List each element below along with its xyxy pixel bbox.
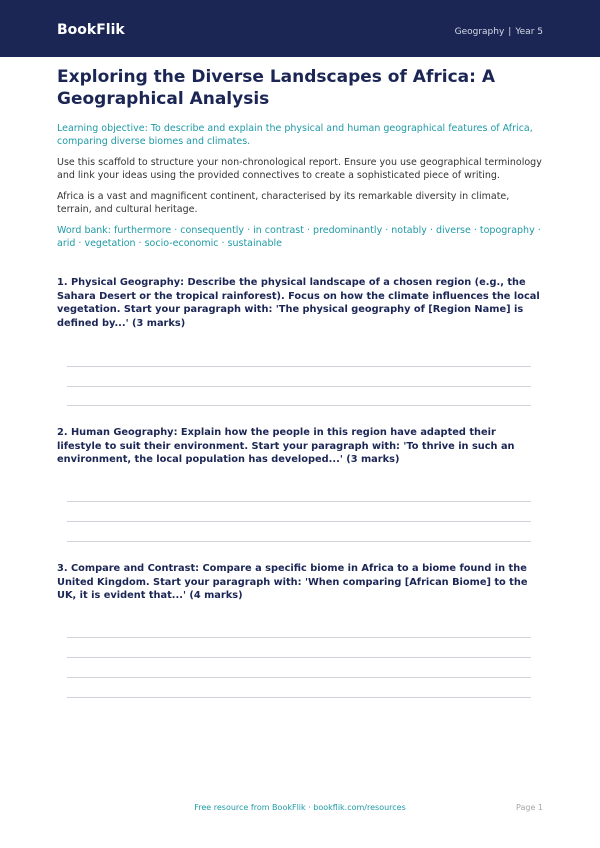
- answer-line[interactable]: [67, 541, 531, 542]
- answer-line[interactable]: [67, 697, 531, 698]
- question-2: 2. Human Geography: Explain how the people in this region have adapted their lifestyle to suit their environment. Start your paragraph with: 'To thrive in such an environment, the local population has developed...' (3 marks): [57, 427, 515, 465]
- answer-line[interactable]: [67, 657, 531, 658]
- answer-line[interactable]: [67, 637, 531, 638]
- answer-line[interactable]: [67, 366, 531, 367]
- answer-line[interactable]: [67, 405, 531, 406]
- question-3: 3. Compare and Contrast: Compare a specific biome in Africa to a biome found in the United Kingdom. Start your paragraph with: 'When comparing [African Biome] to the UK, it is evident that...' (4 marks): [57, 563, 528, 601]
- footer-link[interactable]: Free resource from BookFlik · bookflik.com/resources: [194, 803, 406, 812]
- word-bank: Word bank: furthermore · consequently · in contrast · predominantly · notably · diverse · topography · arid · vegetation · socio-economic · sustainable: [57, 225, 541, 249]
- learning-objective: Learning objective: To describe and explain the physical and human geographical features of Africa, comparing diverse biomes and climates.: [57, 123, 533, 147]
- subject-year: [455, 27, 543, 37]
- subject-label: Geography: [454, 27, 505, 37]
- page-number: Page 1: [516, 803, 543, 812]
- year-label: Year 5: [515, 27, 543, 37]
- answer-line[interactable]: [67, 501, 531, 502]
- header-bar: [0, 0, 600, 57]
- instructions-text: Use this scaffold to structure your non-chronological report. Ensure you use geographical terminology and link your ideas using the provided connectives to create a sophisticated piece of writing.: [57, 157, 542, 181]
- page-title: Exploring the Diverse Landscapes of Africa: A Geographical Analysis: [57, 67, 495, 109]
- question-1: 1. Physical Geography: Describe the physical landscape of a chosen region (e.g., the Sahara Desert or the tropical rainforest). Focus on how the climate influences the local vegetation. Start your paragraph with: 'The physical geography of [Region Name] is defined by...' (3 marks): [57, 277, 540, 329]
- intro-section: [57, 66, 543, 250]
- meta-separator: |: [508, 27, 512, 37]
- brand-logo-text[interactable]: BookFlik: [57, 22, 125, 38]
- answer-line[interactable]: [67, 677, 531, 678]
- intro-text: Africa is a vast and magnificent continent, characterised by its remarkable diversity in climate, terrain, and cultural heritage.: [57, 191, 510, 215]
- answer-line[interactable]: [67, 386, 531, 387]
- answer-line[interactable]: [67, 521, 531, 522]
